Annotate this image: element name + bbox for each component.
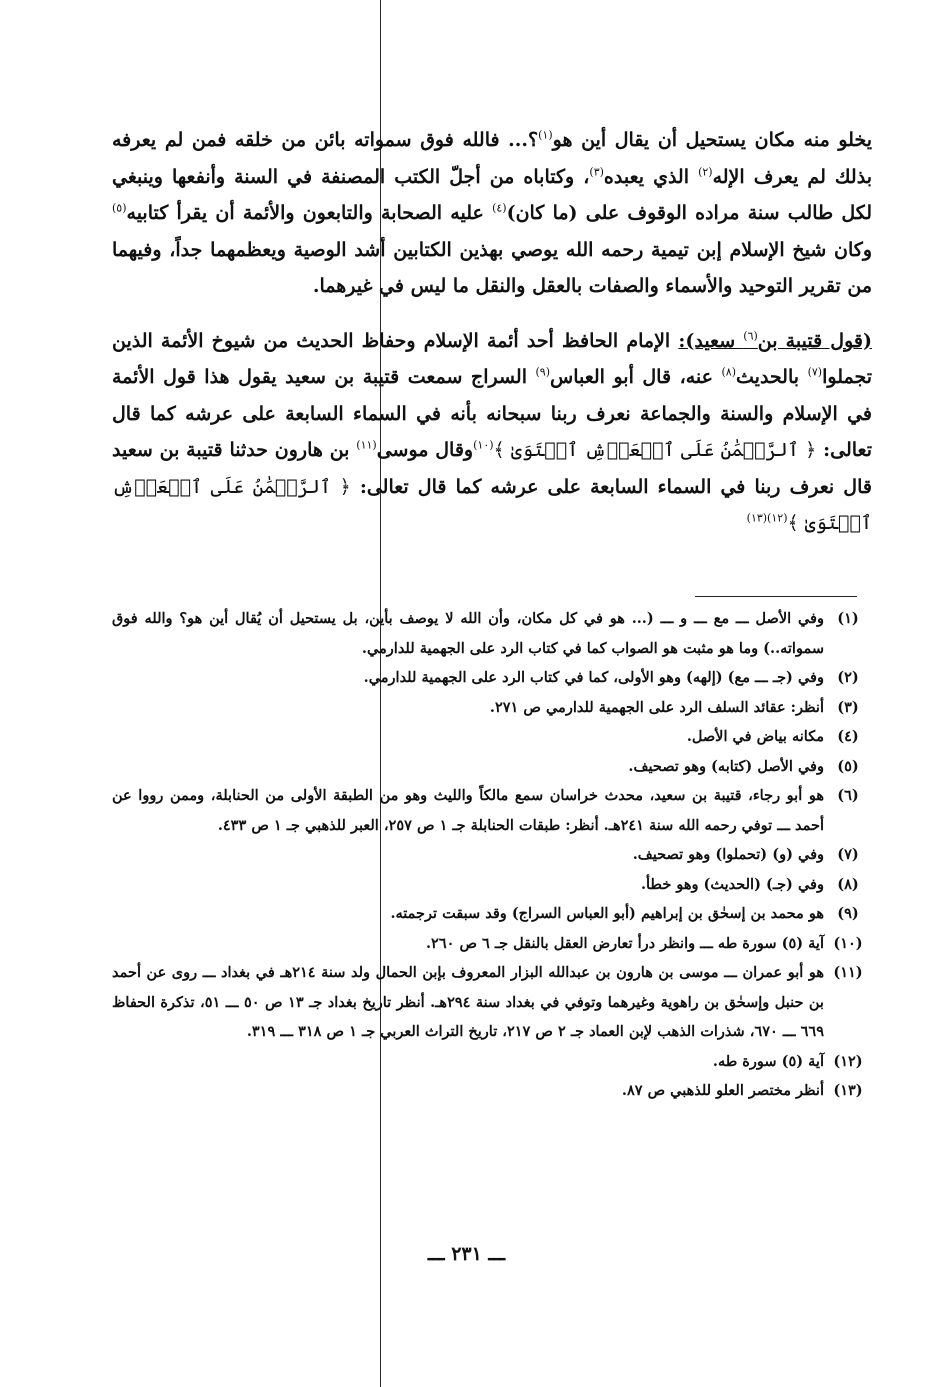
footnote-ref-12-13[interactable]: (١٢)(١٣) [746,511,788,525]
footnote-ref-4[interactable]: (٤) [492,201,507,215]
footnote-number: (١٢) [833,1052,863,1070]
footnote [112,958,872,1047]
footnote-ref-6[interactable]: (٦) [743,329,758,343]
footnote [112,781,872,840]
paragraph-1: يخلو منه مكان يستحيل أن يقال أين هو$^{(١)}$؟... فالله فوق سمواته بائن من خلقه فمن لم يعرفه بذلك لم يعرف الإله$^{(٢)}$ الذي يعبده$^{(٣)}$، وكتاباه من أجلّ الكتب المصنفة في السنة وأنفعها وينبغي لكل طالب سنة مراده الوقوف على (ما كان)$^{(٤)}$ عليه الصحابة والتابعون والأئمة أن يقرأ كتابيه$^{(٥)}$ وكان شيخ الإسلام إبن تيمية رحمه الله يوصي بهذين الكتابين أشد الوصية ويعظمهما جداً، وفيهما من تقرير التوحيد والأسماء والصفات بالعقل والنقل ما ليس في غيرهما. [112,128,873,297]
footnote-text: وفي (و) (تحملوا) وهو تصحيف. [632,846,824,863]
footnote [112,663,872,693]
footnote-text: آية (٥) سورة طه ـــ وانظر درأ تعارض العقل بالنقل جـ ٦ ص ٢٦٠. [425,934,824,952]
footnote [112,693,872,723]
footnote [112,929,872,959]
footnote-number: (١٠) [833,934,863,952]
footnote-ref-5[interactable]: (٥) [112,201,127,215]
section-lead: (قول قتيبة بن$^{(٦)}$ سعيد): [678,329,872,352]
footnote [112,604,872,663]
footnote-number: (٣) [837,698,859,716]
page-number: ـــ ٢٣١ ـــ [427,1243,506,1265]
footnote-ref-3[interactable]: (٣) [589,165,604,179]
footnote [112,1076,872,1106]
footnote-ref-10[interactable]: (١٠) [473,438,494,452]
footnote-ref-11[interactable]: (١١) [356,438,377,452]
footnote [112,752,872,782]
paragraph-2: (قول قتيبة بن$^{(٦)}$ سعيد): الإمام الحافظ أحد أئمة الإسلام وحفاظ الحديث من شيوخ الأئمة الذين تجملوا$^{(٧)}$ بالحديث$^{(٨)}$ عنه، قال أبو العباس$^{(٩)}$ السراج سمعت قتيبة بن سعيد يقول هذا قول الأئمة في الإسلام والسنة والجماعة نعرف ربنا سبحانه بأنه في السماء السابعة على عرشه كما قال تعالى: ﴿ ٱلرَّحۡمَٰنُ عَلَى ٱلۡعَرۡشِ ٱسۡتَوَىٰ ﴾$^{(١٠)}$وقال موسى$^{(١١)}$ بن هارون حدثنا قتيبة بن سعيد قال نعرف ربنا في السماء السابعة على عرشه كما قال تعالى: ﴿ ٱلرَّحۡمَٰنُ عَلَى ٱلۡعَرۡشِ ٱسۡتَوَىٰ ﴾$^{(١٢)(١٣)}$ [112,329,873,534]
quran-verse-1: ﴿ ٱلرَّحۡمَٰنُ عَلَى ٱلۡعَرۡشِ ٱسۡتَوَىٰ ﴾ [493,439,817,461]
footnote-number: (١٣) [833,1082,863,1099]
footnote-number: (٦) [837,787,859,804]
footnote [112,1047,872,1077]
footnote-number: (٢) [837,669,859,686]
footnote-number: (٩) [837,905,859,922]
footnote-number: (١) [837,610,859,627]
footnote-text: أنظر: عقائد السلف الرد على الجهمية للدارمي ص ٢٧١. [489,698,824,716]
footnote-text: مكانه بياض في الأصل. [686,728,824,745]
footnote-number: (٤) [837,728,859,745]
footnote-text: هو محمد بن إسحٰق بن إبراهيم (أبو العباس السراج) وقد سبقت ترجمته. [390,905,824,922]
footnote-number: (٨) [837,875,859,893]
footnote [112,899,872,929]
footnote-number: (٧) [837,846,859,863]
footnote [112,870,872,900]
footnote-ref-2[interactable]: (٢) [698,165,713,179]
footnote-text: آية (٥) سورة طه. [712,1052,824,1070]
main-text [112,122,872,542]
footnote-text: وفي (جـ ـــ مع) (إلهه) وهو الأولى، كما في كتاب الرد على الجهمية للدارمي. [363,669,824,686]
footnote-ref-1[interactable]: (١) [538,128,553,142]
footnote-text: هو أبو رجاء، قتيبة بن سعيد، محدث خراسان سمع مالكاً والليث وهو من الطبقة الأولى من الحنابلة، وممن رووا عن أحمد ـــ توفي رحمه الله سنة ٢٤١هـ. أنظر: طبقات الحنابلة جـ ١ ص ٢٥٧، العبر للذهبي جـ ١ ص ٤٣٣. [112,787,824,834]
footnote [112,840,872,870]
footnote-ref-8[interactable]: (٨) [721,365,736,379]
footnote-ref-9[interactable]: (٩) [535,365,551,379]
footnote-text: وفي الأصل ـــ مع ـــ و ـــ (... هو في كل مكان، وأن الله لا يوصف بأين، بل يستحيل أن يُقال أين هو؟ والله فوق سمواته..) وما هو مثبت هو الصواب كما في كتاب الرد على الجهمية للدارمي. [112,610,824,657]
footnote-text: وفي (جـ) (الحديث) وهو خطأ. [640,875,824,893]
footnotes [112,604,872,1106]
footnote [112,722,872,752]
footnote-ref-7[interactable]: (٧) [807,365,823,379]
quran-verse-2: ﴿ ٱلرَّحۡمَٰنُ عَلَى ٱلۡعَرۡشِ ٱسۡتَوَىٰ ﴾ [112,475,872,534]
footnote-text: هو أبو عمران ـــ موسى بن هارون بن عبدالله البزار المعروف بإبن الحمال ولد سنة ٢١٤هـ في بغداد ـــ روى عن أحمد بن حنبل وإسحٰق بن راهوية وغيرهما وتوفي في بغداد سنة ٢٩٤هـ. أنظر تاريخ بغداد جـ ١٣ ص ٥٠ ـــ ٥١، تذكرة الحفاظ ٦٦٩ ـــ ٦٧٠، شذرات الذهب لإبن العماد جـ ٢ ص ٢١٧، تاريخ التراث العربي جـ ١ ص ٣١٨ ـــ ٣١٩. [112,964,824,1040]
footnote-text: وفي الأصل (كتابه) وهو تصحيف. [628,757,824,775]
footnote-number: (١١) [833,964,863,981]
footnote-text: أنظر مختصر العلو للذهبي ص ٨٧. [621,1082,824,1099]
footnote-separator [695,596,857,597]
footnote-number: (٥) [837,757,859,775]
